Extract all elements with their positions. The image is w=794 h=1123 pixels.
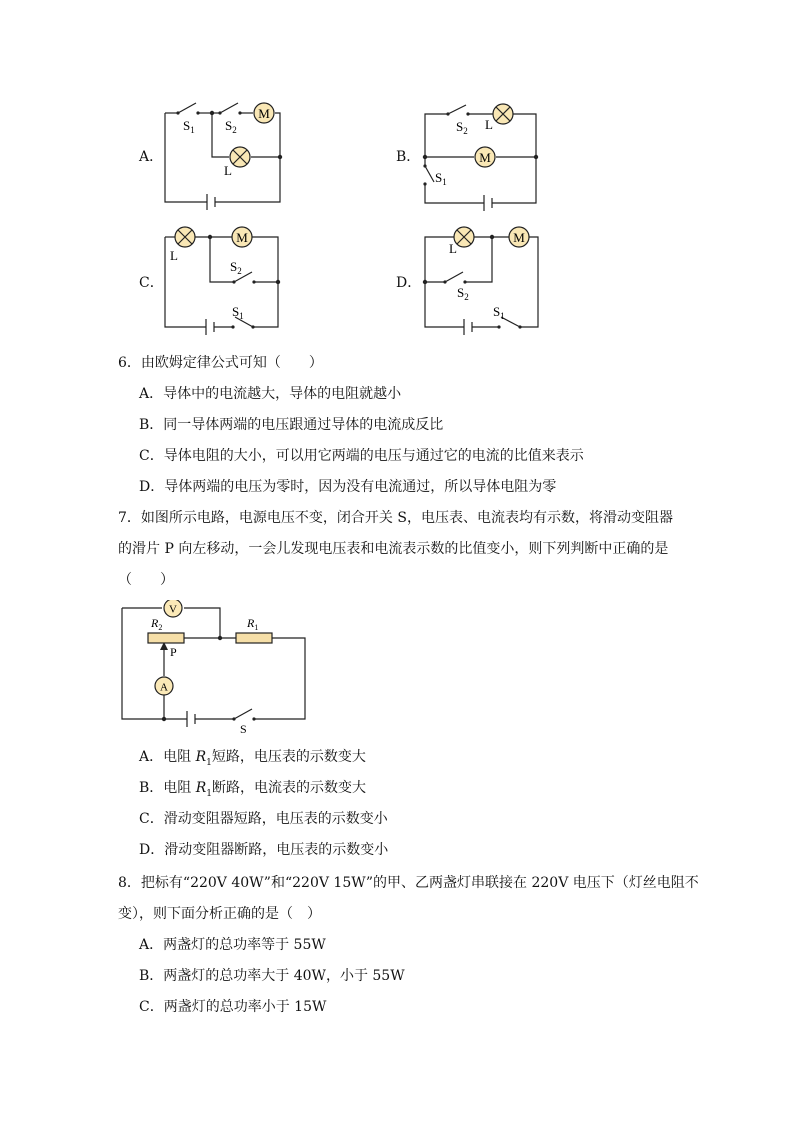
question-7-stem-line-3: （ ） [118,572,174,588]
circuit-diagram-c [150,225,295,340]
svg-text:M: M [258,106,270,121]
svg-text:S1: $S_1$ [232,304,244,321]
svg-text:A: A [160,681,168,694]
svg-text:S2: $S_2$ [230,259,242,276]
q8-option-b: B．两盏灯的总功率大于 40W，小于 55W [139,968,405,984]
svg-text:S1: $S_1$ [183,118,195,135]
resistor-icon [236,633,272,643]
svg-text:L: L [224,163,232,178]
svg-text:S2: $S_2$ [225,118,237,135]
ammeter-icon [155,677,173,695]
q7-option-a: A．电阻 $R_1$短路，电压表的示数变大 [139,749,366,768]
svg-text:S: S [240,722,247,735]
q6-option-a: A．导体中的电流越大，导体的电阻就越小 [139,386,402,402]
svg-text:S1: $S_1$ [435,170,447,187]
circuit-diagram-d [410,225,555,340]
q8-option-a: A．两盏灯的总功率等于 55W [139,937,326,953]
svg-text:M: M [479,150,491,165]
svg-text:M: M [513,230,525,245]
svg-text:V: V [169,603,177,616]
option-label-a: A． [139,149,164,165]
q7-option-c: C．滑动变阻器短路，电压表的示数变小 [139,811,388,827]
svg-text:P: P [170,645,177,659]
q7-option-b: B．电阻 $R_1$断路，电流表的示数变大 [139,780,367,799]
motor-icon [475,147,495,167]
circuit-diagram-a [150,95,295,220]
option-label-d: D． [396,275,422,291]
q7-option-d: D．滑动变阻器断路，电压表的示数变小 [139,842,389,858]
motor-icon [254,103,274,123]
svg-text:M: M [236,230,248,245]
lamp-icon [493,104,513,124]
q6-option-b: B．同一导体两端的电压跟通过导体的电流成反比 [139,417,444,433]
svg-text:R1: $R_1$ [247,616,259,632]
svg-text:L: L [485,117,493,132]
lamp-icon [454,227,474,247]
svg-text:S1: $S_1$ [493,304,505,321]
motor-icon [509,227,529,247]
question-8-stem-line-1: 8．把标有“220V 40W”和“220V 15W”的甲、乙两盏灯串联接在 220V 电压下（灯丝电阻不 [118,875,699,891]
q8-option-c: C．两盏灯的总功率小于 15W [139,999,327,1015]
svg-text:L: L [449,241,457,256]
question-7-stem-line-1: 7．如图所示电路，电源电压不变，闭合开关 S，电压表、电流表均有示数，将滑动变阻器 [118,510,673,526]
motor-icon [232,227,252,247]
svg-text:S2: $S_2$ [456,119,468,136]
voltmeter-icon [164,600,182,617]
q6-option-d: D．导体两端的电压为零时，因为没有电流通过，所以导体电阻为零 [139,479,557,495]
question-8-stem-line-2: 变），则下面分析正确的是（ ） [118,906,321,922]
question-7-stem-line-2: 的滑片 P 向左移动，一会儿发现电压表和电流表示数的比值变小，则下列判断中正确的是 [118,541,669,557]
circuit-diagram-q7 [112,600,317,735]
option-label-c: C． [139,275,164,291]
svg-text:R2: $R_2$ [151,616,163,632]
svg-text:S2: $S_2$ [457,285,469,302]
lamp-icon [230,147,250,167]
q6-option-c: C．导体电阻的大小，可以用它两端的电压与通过它的电流的比值来表示 [139,448,584,464]
svg-text:L: L [170,248,178,263]
rheostat-icon [148,633,184,643]
question-6-stem: 6．由欧姆定律公式可知（ ） [118,355,323,371]
option-label-b: B． [396,149,421,165]
lamp-icon [175,227,195,247]
circuit-diagram-b [410,100,555,220]
